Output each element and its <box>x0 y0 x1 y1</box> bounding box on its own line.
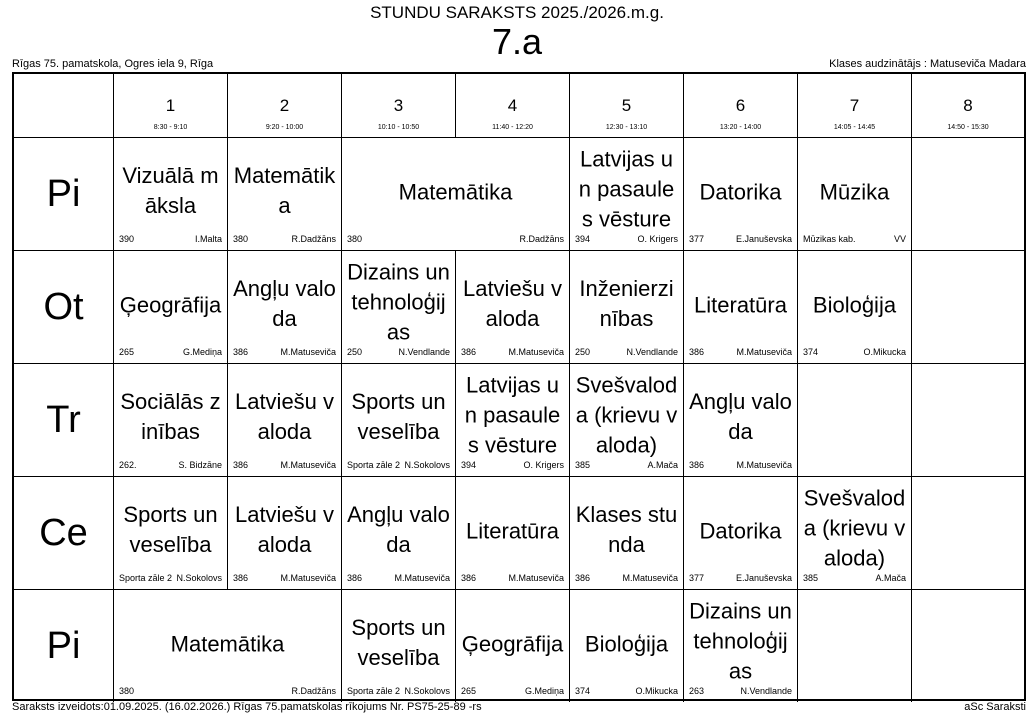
period-number: 2 <box>279 96 290 115</box>
lesson-teacher: M.Matuseviča <box>280 573 336 583</box>
lesson-cell[interactable] <box>570 476 684 589</box>
lesson-subject: Bioloģija <box>584 631 669 657</box>
lesson-room: Sporta zāle 2 <box>347 686 401 696</box>
lesson-room: Sporta zāle 2 <box>119 573 173 583</box>
period-number: 1 <box>165 96 176 115</box>
lesson-room: 262. <box>119 460 137 470</box>
lesson-subject: Angļu valoda <box>347 502 450 557</box>
lesson-cell[interactable] <box>342 250 456 363</box>
period-header <box>684 74 798 137</box>
lesson-room: 386 <box>689 347 705 357</box>
period-number: 7 <box>849 96 860 115</box>
lesson-cell[interactable] <box>228 476 342 589</box>
lesson-room: 385 <box>803 573 819 583</box>
lesson-subject: Ģeogrāfija <box>119 292 222 318</box>
lesson-teacher: S. Bidzāne <box>178 460 222 470</box>
class-teacher: Klases audzinātājs : Matuseviča Madara <box>829 58 1026 70</box>
lesson-cell[interactable] <box>684 250 798 363</box>
lesson-room: 374 <box>575 686 591 696</box>
period-header <box>228 74 342 137</box>
lesson-cell[interactable] <box>798 476 912 589</box>
lesson-teacher: N.Sokolovs <box>404 686 450 696</box>
lesson-cell[interactable] <box>342 476 456 589</box>
lesson-cell[interactable] <box>570 363 684 476</box>
lesson-subject: Angļu valoda <box>233 276 336 331</box>
lesson-room: 380 <box>119 686 135 696</box>
lesson-cell[interactable] <box>684 476 798 589</box>
lesson-subject: Inženierzinības <box>579 276 674 331</box>
lesson-room: 380 <box>347 234 363 244</box>
lesson-room: Mūzikas kab. <box>803 234 856 244</box>
period-time: 9:20 - 10:00 <box>265 124 304 131</box>
lesson-subject: Svešvaloda (krievu valoda) <box>803 485 906 571</box>
lesson-room: 263 <box>689 686 705 696</box>
lesson-teacher: I.Malta <box>194 234 222 244</box>
lesson-teacher: M.Matuseviča <box>736 460 792 470</box>
lesson-cell[interactable] <box>456 589 570 702</box>
lesson-teacher: E.Januševska <box>735 234 792 244</box>
empty-slot <box>912 137 1024 250</box>
lesson-teacher: O.Mikucka <box>863 347 906 357</box>
lesson-subject: Matemātika <box>170 631 285 657</box>
day-label: Ce <box>14 476 114 589</box>
class-name: 7.a <box>491 21 543 62</box>
lesson-subject: Datorika <box>699 518 782 544</box>
lesson-subject: Svešvaloda (krievu valoda) <box>575 372 678 458</box>
lesson-teacher: N.Vendlande <box>398 347 450 357</box>
period-number: 8 <box>963 96 973 115</box>
lesson-room: 386 <box>575 573 591 583</box>
period-time: 12:30 - 13:10 <box>605 124 648 131</box>
lesson-cell[interactable] <box>342 589 456 702</box>
lesson-teacher: G.Mediņa <box>524 686 564 696</box>
lesson-cell[interactable] <box>798 250 912 363</box>
lesson-subject: Sports un veselība <box>123 502 218 557</box>
lesson-cell[interactable] <box>456 363 570 476</box>
lesson-teacher: VV <box>893 234 906 244</box>
lesson-cell[interactable] <box>570 250 684 363</box>
lesson-teacher: M.Matuseviča <box>280 460 336 470</box>
lesson-subject: Literatūra <box>694 292 787 318</box>
lesson-room: 386 <box>233 460 249 470</box>
lesson-teacher: M.Matuseviča <box>280 347 336 357</box>
lesson-teacher: O. Krigers <box>637 234 678 244</box>
lesson-subject: Latvijas un pasaules vēsture <box>464 372 561 458</box>
lesson-cell[interactable] <box>114 137 228 250</box>
lesson-teacher: N.Sokolovs <box>404 460 450 470</box>
lesson-teacher: M.Matuseviča <box>508 573 564 583</box>
lesson-cell[interactable] <box>684 589 798 702</box>
lesson-subject: Angļu valoda <box>689 389 792 444</box>
lesson-subject: Dizains un tehnoloģijas <box>689 598 792 684</box>
period-time: 8:30 - 9:10 <box>153 124 188 131</box>
lesson-room: 265 <box>119 347 135 357</box>
lesson-subject: Latvijas un pasaules vēsture <box>578 146 675 232</box>
lesson-cell[interactable] <box>114 250 228 363</box>
lesson-room: 386 <box>461 573 477 583</box>
lesson-subject: Dizains un tehnoloģijas <box>347 259 450 345</box>
period-number: 6 <box>735 96 746 115</box>
empty-slot <box>798 589 912 702</box>
lesson-teacher: M.Matuseviča <box>508 347 564 357</box>
lesson-cell[interactable] <box>342 363 456 476</box>
lesson-teacher: A.Mača <box>647 460 678 470</box>
empty-slot <box>912 589 1024 702</box>
period-time: 14:50 - 15:30 <box>947 124 989 131</box>
lesson-room: 394 <box>575 234 591 244</box>
empty-slot <box>912 250 1024 363</box>
lesson-subject: Vizuālā māksla <box>122 163 219 218</box>
day-label: Ot <box>14 250 114 363</box>
lesson-room: 380 <box>233 234 249 244</box>
lesson-subject: Mūzika <box>819 179 890 205</box>
lesson-subject: Sociālās zinības <box>120 389 221 444</box>
lesson-room: 377 <box>689 234 705 244</box>
period-number: 4 <box>507 96 518 115</box>
lesson-teacher: N.Vendlande <box>740 686 792 696</box>
lesson-subject: Latviešu valoda <box>234 502 335 557</box>
lesson-teacher: N.Vendlande <box>626 347 678 357</box>
day-label: Pi <box>14 137 114 250</box>
lesson-room: Sporta zāle 2 <box>347 460 401 470</box>
lesson-cell[interactable] <box>684 363 798 476</box>
period-time: 13:20 - 14:00 <box>719 124 762 131</box>
lesson-room: 394 <box>461 460 477 470</box>
lesson-subject: Matemātika <box>398 179 513 205</box>
lesson-room: 386 <box>461 347 477 357</box>
lesson-room: 386 <box>233 347 249 357</box>
lesson-teacher: E.Januševska <box>735 573 792 583</box>
lesson-teacher: M.Matuseviča <box>622 573 678 583</box>
period-header <box>912 74 1024 137</box>
day-label: Pi <box>14 589 114 702</box>
lesson-cell[interactable] <box>228 363 342 476</box>
period-time: 11:40 - 12:20 <box>492 124 533 131</box>
lesson-cell[interactable] <box>228 137 342 250</box>
day-label: Tr <box>14 363 114 476</box>
lesson-room: 385 <box>575 460 591 470</box>
lesson-cell[interactable] <box>570 589 684 702</box>
lesson-cell[interactable] <box>228 250 342 363</box>
lesson-teacher: R.Dadžāns <box>519 234 564 244</box>
lesson-teacher: M.Matuseviča <box>736 347 792 357</box>
lesson-cell[interactable] <box>798 137 912 250</box>
timetable-grid <box>12 72 1026 701</box>
lesson-room: 377 <box>689 573 705 583</box>
period-number: 3 <box>393 96 404 115</box>
lesson-subject: Matemātika <box>233 163 336 218</box>
lesson-subject: Sports un veselība <box>351 389 446 444</box>
lesson-subject: Literatūra <box>466 518 559 544</box>
lesson-room: 265 <box>461 686 477 696</box>
lesson-cell[interactable] <box>114 589 342 702</box>
period-time: 14:05 - 14:45 <box>833 124 876 131</box>
lesson-room: 250 <box>575 347 591 357</box>
empty-slot <box>912 476 1024 589</box>
empty-slot <box>798 363 912 476</box>
lesson-cell[interactable] <box>684 137 798 250</box>
lesson-room: 390 <box>119 234 135 244</box>
footer-note: Saraksts izveidots:01.09.2025. (16.02.2026.) Rīgas 75.pamatskolas rīkojums Nr. PS75-25-89 -rs <box>12 701 482 713</box>
lesson-teacher: N.Sokolovs <box>176 573 222 583</box>
period-header <box>798 74 912 137</box>
schedule-title: STUNDU SARAKSTS 2025./2026.m.g. <box>370 3 664 22</box>
lesson-teacher: A.Mača <box>875 573 906 583</box>
period-time: 10:10 - 10:50 <box>377 124 420 131</box>
lesson-room: 386 <box>233 573 249 583</box>
period-header <box>342 74 456 137</box>
lesson-subject: Datorika <box>699 179 782 205</box>
lesson-teacher: R.Dadžāns <box>291 234 336 244</box>
lesson-subject: Sports un veselība <box>351 615 446 670</box>
period-header <box>114 74 228 137</box>
lesson-cell[interactable] <box>570 137 684 250</box>
empty-slot <box>912 363 1024 476</box>
footer-brand: aSc Saraksti <box>964 701 1026 713</box>
lesson-teacher: M.Matuseviča <box>394 573 450 583</box>
period-header <box>570 74 684 137</box>
lesson-cell[interactable] <box>456 250 570 363</box>
lesson-teacher: O.Mikucka <box>635 686 678 696</box>
lesson-subject: Ģeogrāfija <box>461 631 564 657</box>
lesson-teacher: G.Mediņa <box>182 347 222 357</box>
school-address: Rīgas 75. pamatskola, Ogres iela 9, Rīga <box>12 58 214 70</box>
lesson-room: 386 <box>689 460 705 470</box>
lesson-cell[interactable] <box>114 476 228 589</box>
lesson-subject: Bioloģija <box>812 292 897 318</box>
lesson-teacher: O. Krigers <box>523 460 564 470</box>
lesson-room: 386 <box>347 573 363 583</box>
lesson-cell[interactable] <box>456 476 570 589</box>
lesson-cell[interactable] <box>342 137 570 250</box>
lesson-subject: Klases stunda <box>575 502 678 557</box>
header-corner <box>14 74 114 137</box>
lesson-subject: Latviešu valoda <box>234 389 335 444</box>
lesson-room: 250 <box>347 347 363 357</box>
lesson-cell[interactable] <box>114 363 228 476</box>
lesson-teacher: R.Dadžāns <box>291 686 336 696</box>
period-number: 5 <box>621 96 632 115</box>
period-header <box>456 74 570 137</box>
lesson-room: 374 <box>803 347 819 357</box>
lesson-subject: Latviešu valoda <box>462 276 563 331</box>
